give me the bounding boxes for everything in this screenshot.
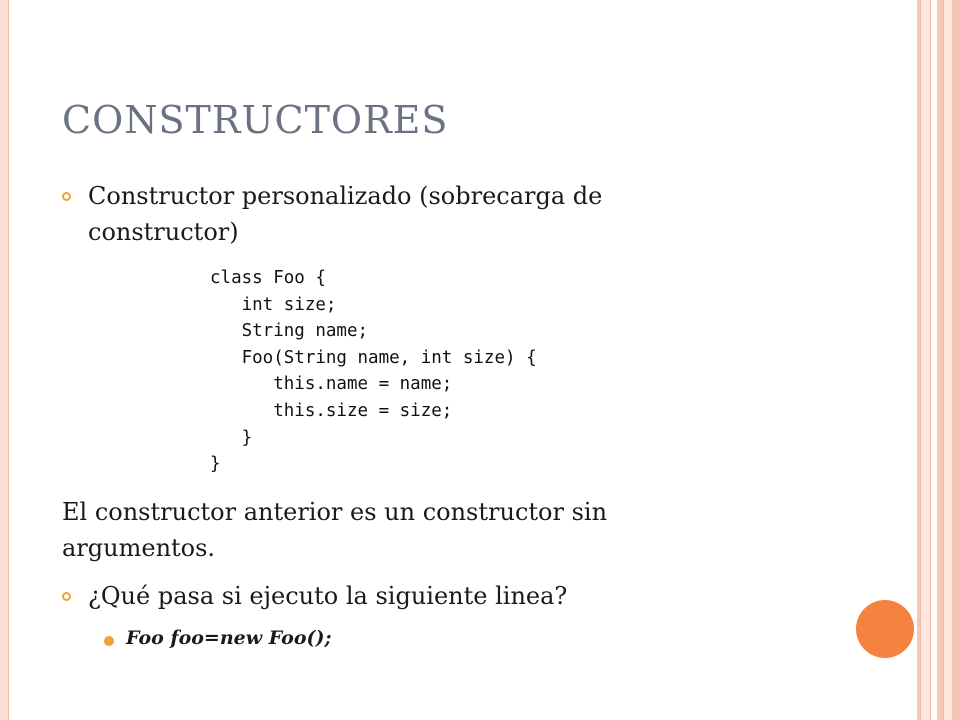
code-line: this.name = name;: [210, 374, 453, 395]
paragraph-constructor-sin-argumentos: El constructor anterior es un constructor sin argumentos.: [62, 498, 608, 562]
code-line: Foo(String name, int size) {: [210, 347, 537, 368]
hollow-bullet-icon: [62, 592, 71, 601]
bullet-constructor-personalizado: Constructor personalizado (sobrecarga de constructor): [88, 182, 603, 246]
hollow-bullet-icon: [62, 192, 71, 201]
filled-bullet-icon: [104, 636, 114, 646]
left-border-decoration: [0, 0, 9, 720]
right-stripe-decoration: [952, 0, 960, 720]
right-stripe-decoration: [920, 0, 931, 720]
code-line: class Foo {: [210, 268, 326, 288]
bullet-question: ¿Qué pasa si ejecuto la siguiente linea?: [88, 582, 568, 610]
code-line: this.size = size;: [210, 400, 453, 421]
code-line: int size;: [210, 294, 337, 315]
sub-bullet-code-example: Foo foo=new Foo();: [126, 627, 332, 649]
code-line: }: [210, 427, 253, 448]
orange-circle-decoration: [856, 600, 914, 658]
code-line: }: [210, 454, 221, 475]
right-stripe-decoration: [943, 0, 952, 720]
code-block: [210, 265, 537, 478]
slide-title: CONSTRUCTORES: [62, 98, 449, 142]
code-line: String name;: [210, 321, 369, 342]
